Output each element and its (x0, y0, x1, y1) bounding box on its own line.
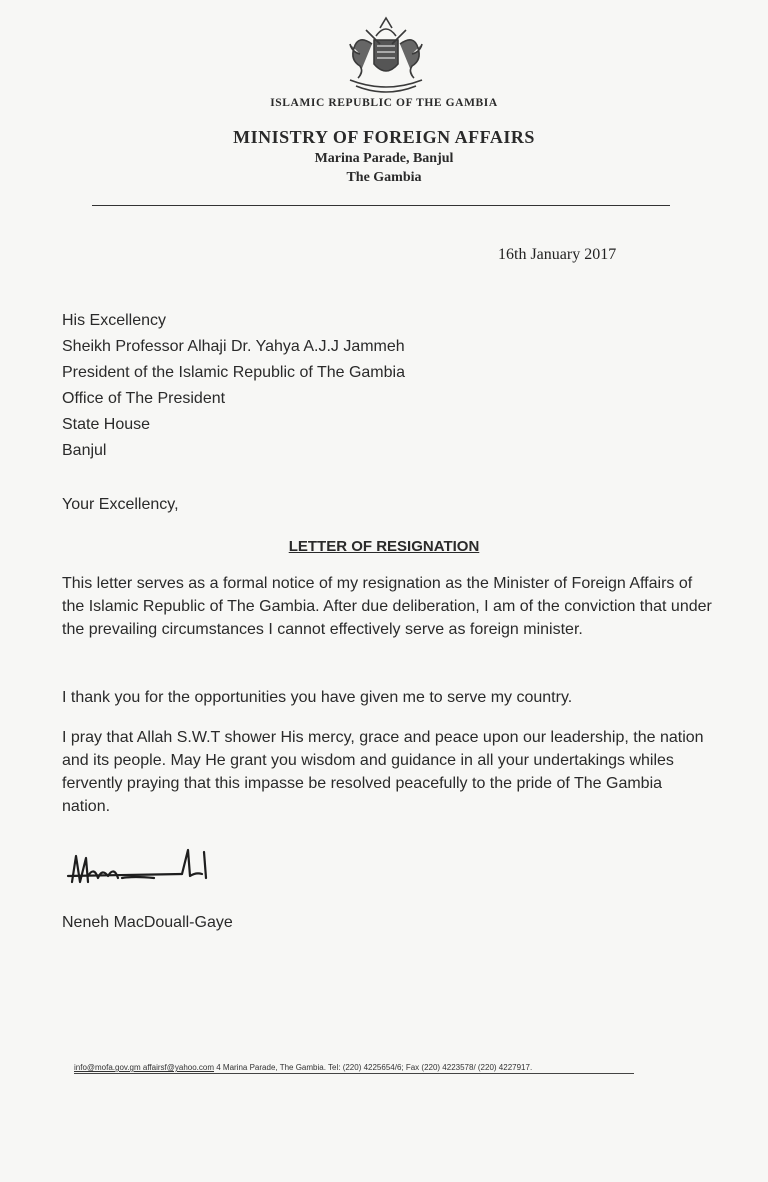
ministry-heading: MINISTRY OF FOREIGN AFFAIRS (233, 127, 535, 147)
letter-footer (74, 1063, 634, 1074)
addressee-line: His Excellency (62, 312, 167, 329)
handwritten-signature (64, 842, 224, 894)
republic-heading: ISLAMIC REPUBLIC OF THE GAMBIA (270, 97, 498, 109)
ministry-country: The Gambia (346, 170, 422, 185)
signer-name: Neneh MacDouall-Gaye (62, 914, 233, 931)
body-paragraph-2: I thank you for the opportunities you have given me to serve my country. (62, 689, 573, 706)
addressee-line: Sheikh Professor Alhaji Dr. Yahya A.J.J Jammeh (62, 338, 405, 355)
footer-emails[interactable]: info@mofa.gov.gm affairsf@yahoo.com (74, 1063, 215, 1072)
addressee-line: State House (62, 416, 151, 433)
letter-subject: LETTER OF RESIGNATION (288, 538, 480, 555)
ministry-address: Marina Parade, Banjul (314, 151, 454, 166)
coat-of-arms-seal (336, 14, 436, 100)
salutation: Your Excellency, (62, 496, 179, 513)
letter-date: 16th January 2017 (498, 246, 617, 263)
addressee-line: Banjul (62, 442, 107, 459)
body-paragraph-3: I pray that Allah S.W.T shower His mercy, grace and peace upon our leadership, the nation and its people. May He grant you wisdom and guidance in all your undertakings whiles fervently praying that this impasse be resolved peacefully to the pride of The Gambia nation. (62, 729, 704, 815)
addressee-line: Office of The President (62, 390, 226, 407)
letterhead-divider (92, 205, 670, 206)
footer-contact: 4 Marina Parade, The Gambia. Tel: (220) 4225654/6; Fax (220) 4223578/ (220) 4227917. (216, 1063, 533, 1072)
addressee-block (62, 308, 405, 464)
body-paragraph-1: This letter serves as a formal notice of my resignation as the Minister of Foreign Affairs of the Islamic Republic of The Gambia. After due deliberation, I am of the conviction that under the prevailing circumstances I cannot effectively serve as foreign minister. (62, 575, 712, 638)
addressee-line: President of the Islamic Republic of The Gambia (62, 364, 405, 381)
